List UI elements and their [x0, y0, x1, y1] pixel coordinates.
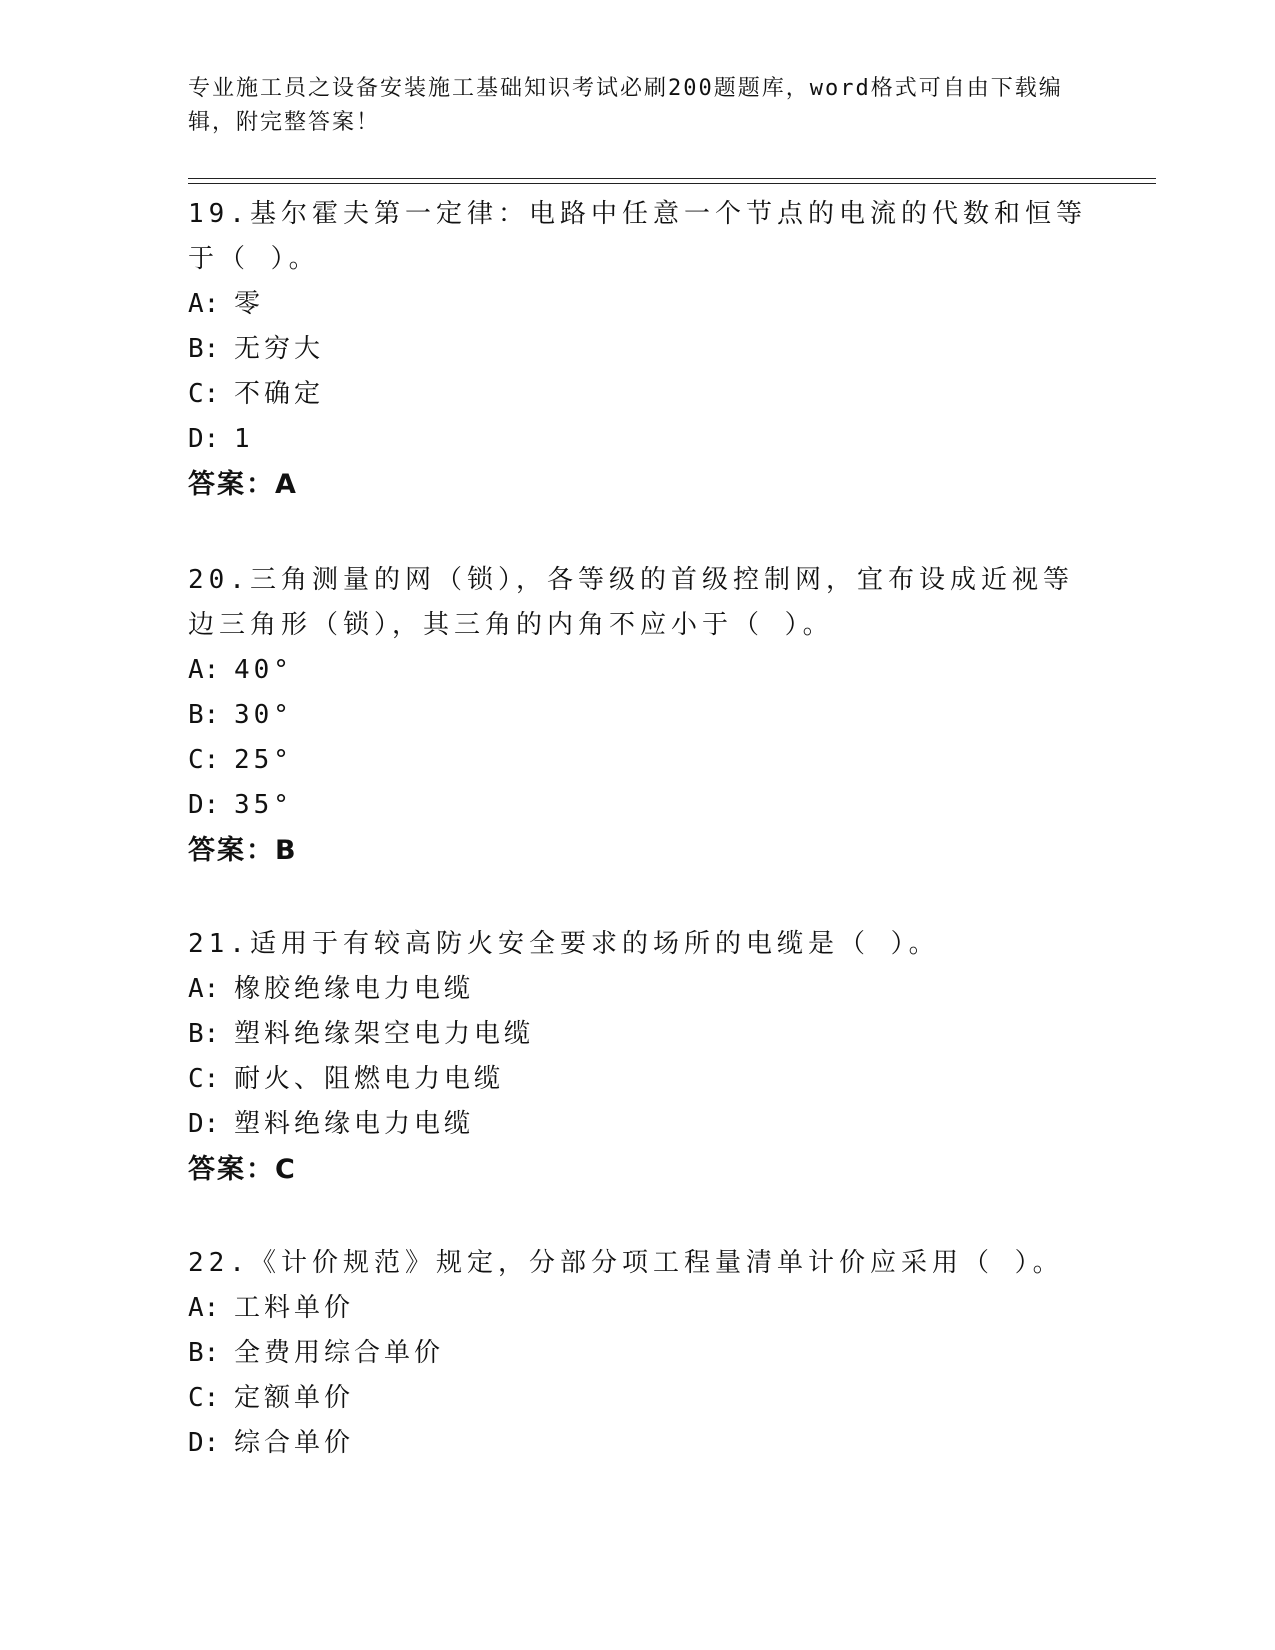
question-20	[188, 558, 1088, 874]
option-text: 35°	[234, 790, 293, 820]
option-key: C:	[188, 1064, 220, 1094]
option-text: 综合单价	[234, 1428, 355, 1458]
option-text: 40°	[234, 655, 293, 685]
option-key: B:	[188, 1019, 220, 1049]
option-a	[188, 967, 1088, 1012]
option-text: 25°	[234, 745, 293, 775]
option-a	[188, 282, 1088, 327]
option-key: B:	[188, 700, 220, 730]
option-c	[188, 738, 1088, 783]
option-a	[188, 1286, 1088, 1331]
option-key: A:	[188, 1293, 220, 1323]
option-key: D:	[188, 1109, 220, 1139]
answer-line: 答案：B	[188, 835, 298, 866]
option-text: 塑料绝缘电力电缆	[234, 1109, 475, 1139]
option-text: 30°	[234, 700, 293, 730]
option-d	[188, 417, 1088, 462]
option-key: C:	[188, 1383, 220, 1413]
option-d	[188, 1421, 1088, 1466]
option-key: C:	[188, 745, 220, 775]
option-c	[188, 1057, 1088, 1102]
option-text: 1	[234, 424, 254, 454]
question-stem: 22.《计价规范》规定，分部分项工程量清单计价应采用（ ）。	[188, 1248, 1064, 1278]
option-a	[188, 648, 1088, 693]
option-d	[188, 1102, 1088, 1147]
option-key: A:	[188, 974, 220, 1004]
option-text: 不确定	[234, 379, 325, 409]
option-text: 无穷大	[234, 334, 325, 364]
answer-line: 答案：A	[188, 469, 298, 500]
option-key: B:	[188, 334, 220, 364]
option-text: 工料单价	[234, 1293, 355, 1323]
header-divider-top	[188, 178, 1156, 179]
option-key: A:	[188, 655, 220, 685]
option-text: 耐火、阻燃电力电缆	[234, 1064, 505, 1094]
question-21	[188, 922, 1088, 1193]
question-stem: 20.三角测量的网（锁），各等级的首级控制网，宜布设成近视等边三角形（锁），其三角的内角不应小于（ ）。	[188, 565, 1074, 640]
option-b	[188, 1012, 1088, 1057]
option-key: D:	[188, 424, 220, 454]
question-19	[188, 192, 1088, 508]
question-stem: 19.基尔霍夫第一定律：电路中任意一个节点的电流的代数和恒等于（ ）。	[188, 199, 1087, 274]
option-key: C:	[188, 379, 220, 409]
option-d	[188, 783, 1088, 828]
document-header: 专业施工员之设备安装施工基础知识考试必刷200题题库，word格式可自由下载编辑，附完整答案！	[188, 76, 1063, 135]
option-c	[188, 372, 1088, 417]
option-b	[188, 1331, 1088, 1376]
header-divider-bottom	[188, 183, 1156, 184]
option-b	[188, 327, 1088, 372]
option-key: A:	[188, 289, 220, 319]
option-text: 零	[234, 289, 265, 319]
option-text: 定额单价	[234, 1383, 355, 1413]
option-text: 塑料绝缘架空电力电缆	[234, 1019, 535, 1049]
question-stem: 21.适用于有较高防火安全要求的场所的电缆是（ ）。	[188, 929, 940, 959]
option-b	[188, 693, 1088, 738]
option-text: 橡胶绝缘电力电缆	[234, 974, 475, 1004]
option-c	[188, 1376, 1088, 1421]
option-key: D:	[188, 790, 220, 820]
option-text: 全费用综合单价	[234, 1338, 445, 1368]
question-22	[188, 1241, 1088, 1466]
option-key: B:	[188, 1338, 220, 1368]
option-key: D:	[188, 1428, 220, 1458]
answer-line: 答案：C	[188, 1154, 297, 1185]
